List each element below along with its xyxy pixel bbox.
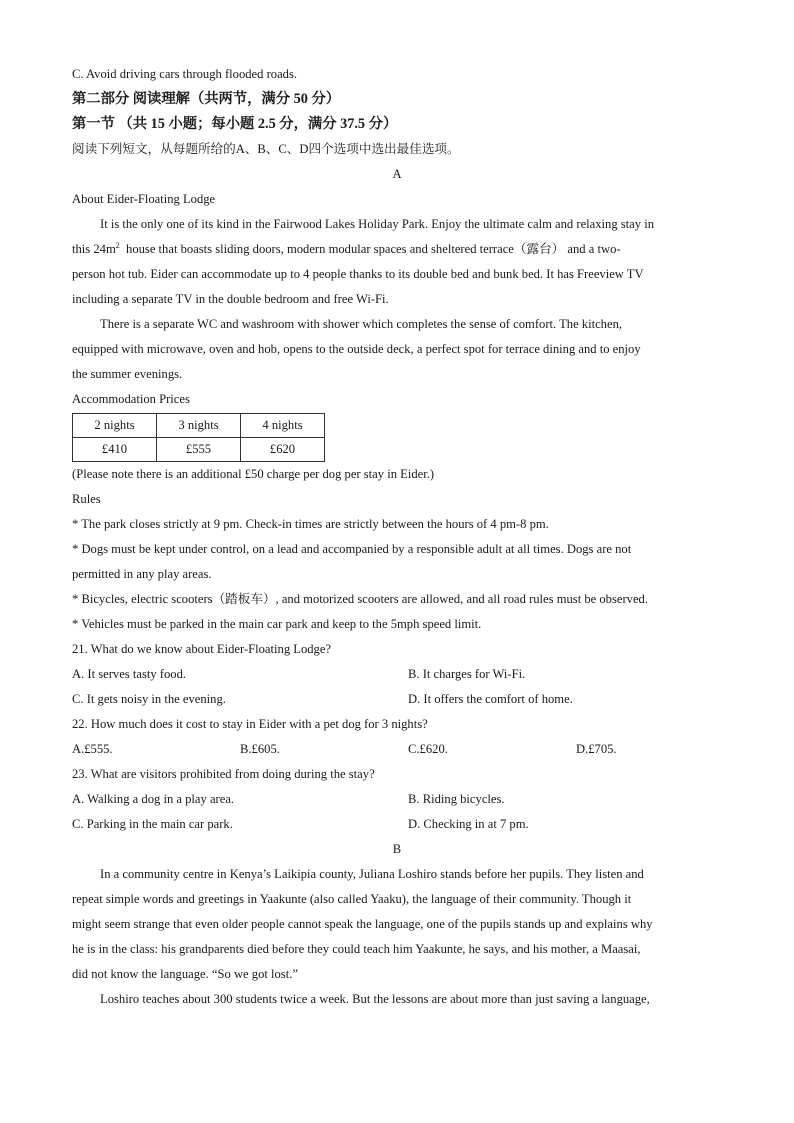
rule-2-line1: * Dogs must be kept under control, on a lead and accompanied by a responsible adult at all times. Dogs are not: [72, 542, 632, 556]
rule-3: * Bicycles, electric scooters（踏板车）, and motorized scooters are allowed, and all road rules must be observed.: [72, 592, 648, 606]
q21-option-d: D. It offers the comfort of home.: [408, 692, 573, 706]
prices-table: [72, 413, 325, 462]
q22-option-a: A.£555.: [72, 742, 113, 756]
price-header-cell: 4 nights: [241, 414, 325, 438]
area-text-cont: house that boasts sliding doors, modern modular spaces and sheltered terrace（露台） and a two-: [119, 242, 621, 256]
passage-a-p2-line1: There is a separate WC and washroom with shower which completes the sense of comfort. The kitchen,: [100, 317, 623, 331]
q22-option-c: C.£620.: [408, 742, 448, 756]
passage-b-p1-line5: did not know the language. “So we got lost.”: [72, 967, 298, 981]
q23-options-row2: [72, 812, 722, 837]
price-value-cell: £410: [73, 438, 157, 462]
q22-stem: 22. How much does it cost to stay in Eider with a pet dog for 3 nights?: [72, 717, 428, 731]
passage-b-p1-line2: repeat simple words and greetings in Yaakunte (also called Yaaku), the language of their community. Though it: [72, 892, 632, 906]
q23-options-row1: [72, 787, 722, 812]
q21-option-b: B. It charges for Wi-Fi.: [408, 667, 526, 681]
passage-b-p2-line1: Loshiro teaches about 300 students twice a week. But the lessons are about more than just saving a language,: [100, 992, 650, 1006]
passage-a-p1-line3: person hot tub. Eider can accommodate up to 4 people thanks to its double bed and bunk bed. It has Freeview TV: [72, 267, 644, 281]
passage-a-p1-line4: including a separate TV in the double bedroom and free Wi-Fi.: [72, 292, 389, 306]
q21-option-a: A. It serves tasty food.: [72, 667, 187, 681]
q22-option-d: D.£705.: [576, 742, 617, 756]
q21-options-row2: [72, 687, 722, 712]
q23-stem: 23. What are visitors prohibited from doing during the stay?: [72, 767, 375, 781]
passage-a-p1-line1: It is the only one of its kind in the Fairwood Lakes Holiday Park. Enjoy the ultimate calm and relaxing stay in: [100, 217, 655, 231]
passage-a-p2-line3: the summer evenings.: [72, 367, 183, 381]
rules-title: Rules: [72, 492, 101, 506]
q23-option-d: D. Checking in at 7 pm.: [408, 817, 529, 831]
area-text: this 24m: [72, 242, 116, 256]
q22-option-b: B.£605.: [240, 742, 280, 756]
passage-b-p1-line3: might seem strange that even older people cannot speak the language, one of the pupils stands up and explains why: [72, 917, 653, 931]
q23-option-a: A. Walking a dog in a play area.: [72, 792, 235, 806]
passage-a-label: A: [392, 167, 402, 181]
price-value-cell: £620: [241, 438, 325, 462]
q23-option-b: B. Riding bicycles.: [408, 792, 505, 806]
q23-option-c: C. Parking in the main car park.: [72, 817, 233, 831]
passage-b-p1-line1: In a community centre in Kenya’s Laikipia county, Juliana Loshiro stands before her pupils. They listen and: [100, 867, 644, 881]
passage-b-label: B: [392, 842, 402, 856]
passage-b-p1-line4: he is in the class: his grandparents died before they could teach him Yaakunte, he says, and his mother, a Maasai,: [72, 942, 641, 956]
price-header-cell: 3 nights: [157, 414, 241, 438]
document-page: [72, 62, 722, 1012]
price-header-cell: 2 nights: [73, 414, 157, 438]
q21-option-c: C. It gets noisy in the evening.: [72, 692, 226, 706]
section1-heading: 第一节 （共 15 小题；每小题 2.5 分，满分 37.5 分）: [72, 116, 398, 132]
rule-4: * Vehicles must be parked in the main car park and keep to the 5mph speed limit.: [72, 617, 482, 631]
price-value-cell: £555: [157, 438, 241, 462]
part2-heading: 第二部分 阅读理解（共两节，满分 50 分）: [72, 91, 341, 107]
passage-a-title: About Eider-Floating Lodge: [72, 192, 216, 206]
q21-options-row1: [72, 662, 722, 687]
passage-a-p2-line2: equipped with microwave, oven and hob, opens to the outside deck, a perfect spot for terrace dining and to enjoy: [72, 342, 641, 356]
q21-stem: 21. What do we know about Eider-Floating Lodge?: [72, 642, 332, 656]
passage-a-p1-line2: [72, 237, 722, 262]
rule-2-line2: permitted in any play areas.: [72, 567, 212, 581]
dog-charge-note: (Please note there is an additional £50 charge per dog per stay in Eider.): [72, 467, 435, 481]
q22-options-row: [72, 737, 722, 762]
top-option-line: C. Avoid driving cars through flooded roads.: [72, 67, 298, 81]
prices-title: Accommodation Prices: [72, 392, 190, 406]
rule-1: * The park closes strictly at 9 pm. Check-in times are strictly between the hours of 4 pm-8 pm.: [72, 517, 549, 531]
superscript: 2: [115, 240, 120, 250]
prices-value-row: [73, 438, 325, 462]
instructions: 阅读下列短文，从每题所给的A、B、C、D四个选项中选出最佳选项。: [72, 142, 460, 156]
prices-header-row: [73, 414, 325, 438]
